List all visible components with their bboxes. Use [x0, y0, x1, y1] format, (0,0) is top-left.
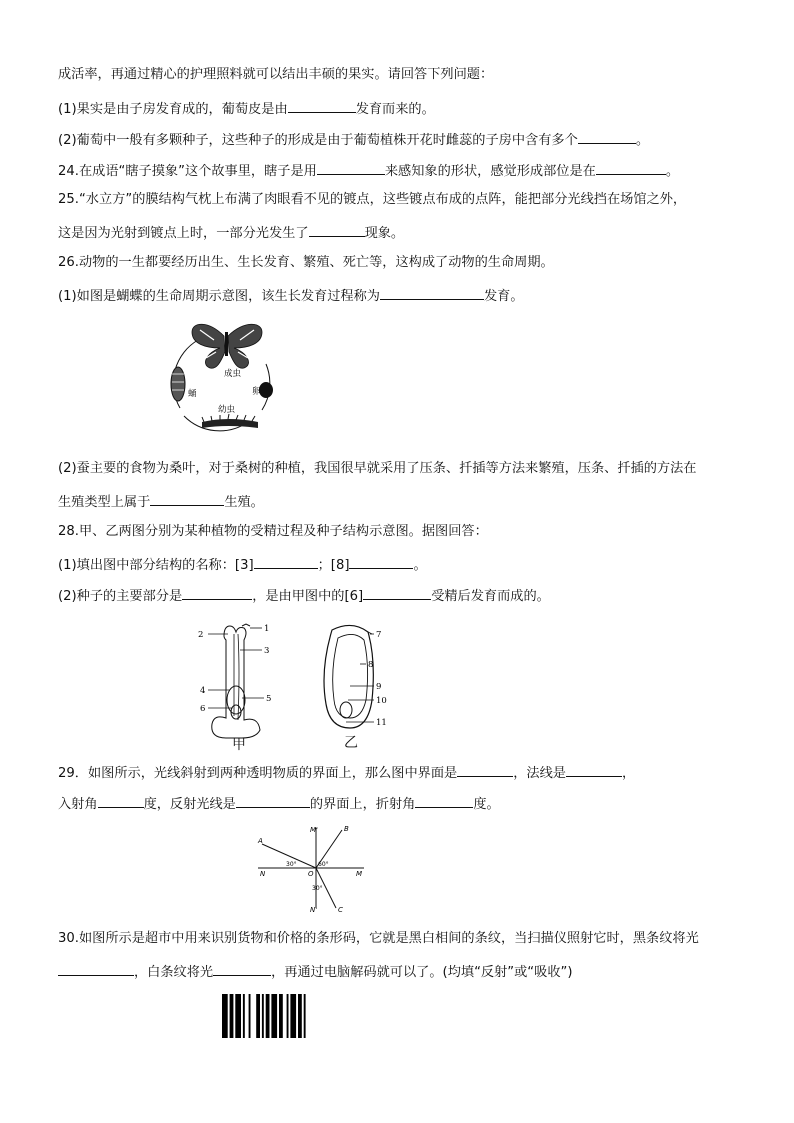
barcode-bar	[256, 994, 260, 1038]
answer-blank[interactable]	[566, 762, 622, 777]
answer-blank[interactable]	[58, 961, 134, 976]
question-line: (2)葡萄中一般有多颗种子，这些种子的形成是由于葡萄植株开花时雌蕊的子房中含有多个 。	[58, 129, 649, 150]
answer-blank[interactable]	[213, 961, 271, 976]
question-line: (1)果实是由子房发育成的，葡萄皮是由 发育而来的。	[58, 98, 435, 119]
angle-30-label: 30°	[286, 861, 297, 868]
answer-blank[interactable]	[288, 98, 356, 113]
answer-blank[interactable]	[98, 793, 144, 808]
flower-label-1: 1	[264, 624, 270, 634]
question-29: 29．如图所示，光线斜射到两种透明物质的界面上，那么图中界面是 ，法线是 ，	[58, 762, 635, 783]
answer-blank[interactable]	[380, 285, 484, 300]
seed-structure-figure	[310, 620, 394, 734]
angle-60-label: 60°	[318, 861, 329, 868]
barcode-bar	[230, 994, 234, 1038]
butterfly-life-cycle-figure	[158, 318, 278, 440]
label-c: C	[338, 906, 343, 914]
flower-label-2: 2	[198, 630, 204, 640]
answer-blank[interactable]	[182, 585, 252, 600]
answer-blank[interactable]	[415, 793, 473, 808]
pupa-icon	[171, 367, 185, 401]
question-line: (1)如图是蝴蝶的生命周期示意图，该生长发育过程称为 发育。	[58, 285, 524, 306]
egg-icon	[259, 382, 273, 398]
barcode-bar	[249, 994, 251, 1038]
question-line: (2)种子的主要部分是 ，是由甲图中的[6] 受精后发育而成的。	[58, 585, 550, 606]
question-26: 26.动物的一生都要经历出生、生长发育、繁殖、死亡等，这构成了动物的生命周期。	[58, 255, 554, 270]
flower-label-6: 6	[200, 704, 206, 714]
flower-label-5: 5	[266, 694, 272, 704]
larva-label: 幼虫	[218, 405, 236, 415]
adult-label: 成虫	[224, 369, 242, 379]
label-n-prime: N'	[310, 906, 318, 914]
flower-pistil-figure	[196, 620, 280, 748]
seed-label-7: 7	[376, 630, 382, 640]
label-m-prime: M'	[310, 826, 318, 834]
figure-title-jia: 甲	[232, 737, 246, 753]
barcode-bar	[290, 994, 296, 1038]
label-b: B	[344, 825, 349, 833]
answer-blank[interactable]	[349, 554, 413, 569]
question-25: 25.“水立方”的膜结构气枕上布满了肉眼看不见的镀点，这些镀点布成的点阵，能把部分光线挡在场馆之外，	[58, 192, 687, 207]
question-line: 生殖类型上属于 生殖。	[58, 491, 264, 512]
answer-blank[interactable]	[578, 129, 636, 144]
answer-blank[interactable]	[236, 793, 310, 808]
angle-30-lower-label: 30°	[312, 885, 323, 892]
barcode-bar	[222, 994, 228, 1038]
pupa-label: 蛹	[188, 389, 197, 399]
seed-label-11: 11	[376, 718, 387, 728]
barcode-bar	[298, 994, 302, 1038]
label-o: O	[308, 870, 314, 878]
barcode-bar	[266, 994, 270, 1038]
answer-blank[interactable]	[317, 160, 385, 175]
seed-label-9: 9	[376, 682, 382, 692]
egg-label: 卵	[252, 387, 261, 397]
flower-label-4: 4	[200, 686, 206, 696]
barcode-bar	[287, 994, 289, 1038]
barcode-bar	[243, 994, 245, 1038]
question-24: 24.在成语“瞎子摸象”这个故事里，瞎子是用 来感知象的形状，感觉形成部位是在 。	[58, 160, 679, 181]
question-28: 28.甲、乙两图分别为某种植物的受精过程及种子结构示意图。据图回答：	[58, 524, 488, 539]
flower-label-3: 3	[264, 646, 270, 656]
answer-blank[interactable]	[363, 585, 431, 600]
label-m: M	[356, 870, 363, 878]
label-n: N	[260, 870, 266, 878]
question-line: ，白条纹将光 ，再通过电脑解码就可以了。(均填“反射”或“吸收”)	[58, 961, 573, 982]
question-30: 30.如图所示是超市中用来识别货物和价格的条形码，它就是黑白相间的条纹，当扫描仪照射它时，黑条纹将光	[58, 931, 699, 946]
barcode-bar	[262, 994, 264, 1038]
question-line: (2)蚕主要的食物为桑叶，对于桑树的种植，我国很早就采用了压条、扦插等方法来繁殖，压条、扦插的方法在	[58, 461, 697, 476]
question-line: (1)填出图中部分结构的名称：[3] ；[8] 。	[58, 554, 427, 575]
question-line: 这是因为光射到镀点上时，一部分光发生了 现象。	[58, 222, 404, 243]
answer-blank[interactable]	[150, 491, 224, 506]
question-line: 入射角 度，反射光线是 的界面上，折射角 度。	[58, 793, 500, 814]
answer-blank[interactable]	[254, 554, 318, 569]
barcode-bar	[235, 994, 241, 1038]
seed-label-8: 8	[368, 660, 374, 670]
light-refraction-figure	[254, 822, 372, 914]
seed-label-10: 10	[376, 696, 387, 706]
barcode-bar	[304, 994, 306, 1038]
butterfly-adult-icon	[192, 324, 262, 368]
label-a: A	[258, 837, 263, 845]
barcode-bar	[271, 994, 277, 1038]
answer-blank[interactable]	[457, 762, 513, 777]
answer-blank[interactable]	[309, 222, 365, 237]
figure-title-yi: 乙	[344, 735, 358, 751]
barcode-figure	[222, 994, 356, 1038]
answer-blank[interactable]	[596, 160, 666, 175]
caterpillar-icon	[202, 414, 258, 428]
barcode-bar	[279, 994, 283, 1038]
text-line: 成活率，再通过精心的护理照料就可以结出丰硕的果实。请回答下列问题：	[58, 67, 494, 82]
